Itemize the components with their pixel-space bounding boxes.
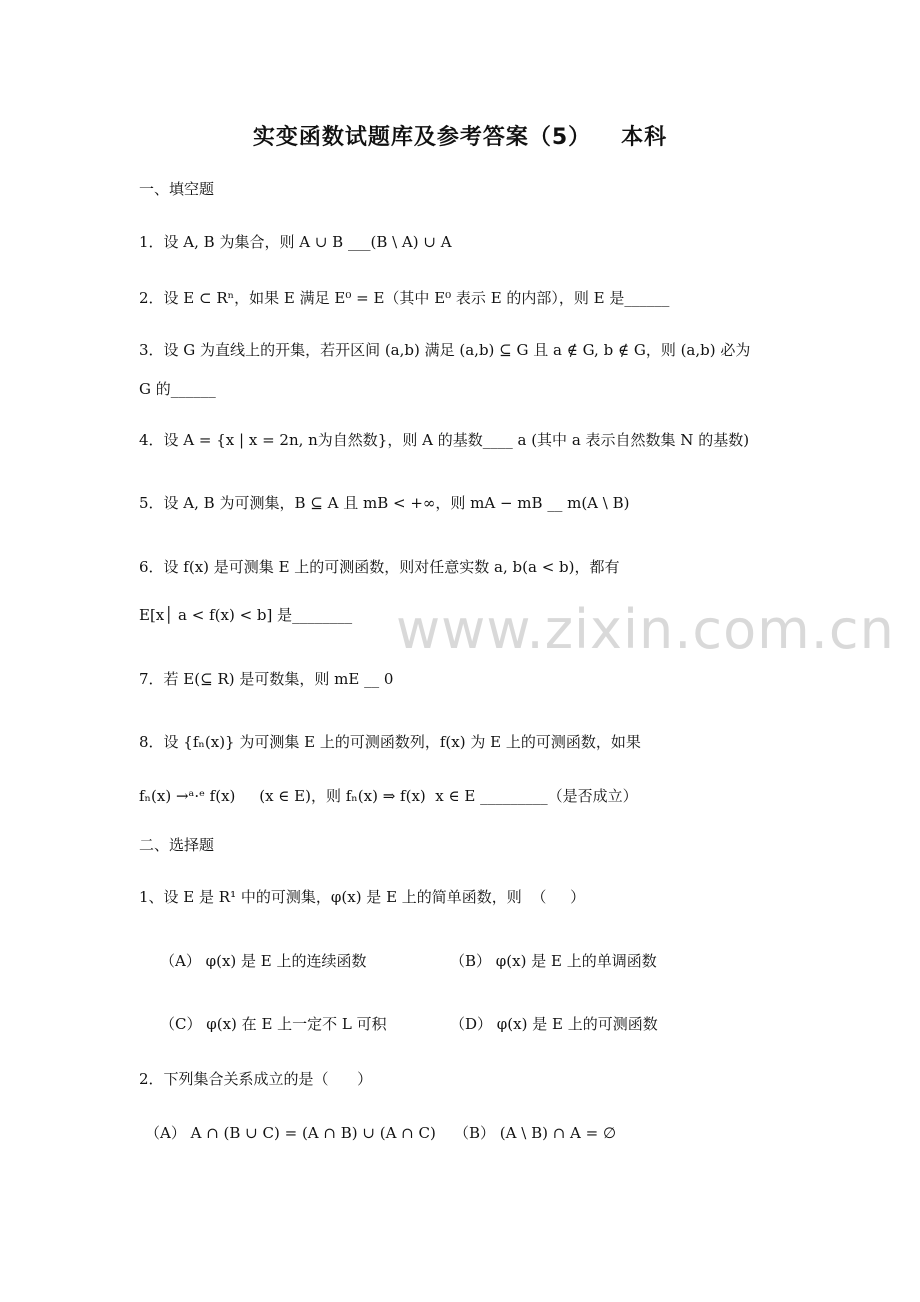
fill-question-4: 4．设 A = {x | x = 2n, n为自然数}，则 A 的基数____ a (其中 a 表示自然数集 N 的基数) (139, 431, 750, 449)
fill-question-2: 2．设 E ⊂ Rⁿ，如果 E 满足 E⁰ = E（其中 E⁰ 表示 E 的内部），则 E 是______ (139, 289, 670, 307)
choice-2-option-b: （B） (A \ B) ∩ A = ∅ (454, 1124, 617, 1142)
fill-question-8-line-1: 8．设 {fₙ(x)} 为可测集 E 上的可测函数列，f(x) 为 E 上的可测函数，如果 (139, 733, 641, 751)
fill-question-3-line-1: 3．设 G 为直线上的开集，若开区间 (a,b) 满足 (a,b) ⊆ G 且 a ∉ G, b ∉ G，则 (a,b) 必为 (139, 341, 751, 359)
watermark: www.zixin.com.cn (396, 598, 895, 661)
choice-1-option-a: （A） φ(x) 是 E 上的连续函数 (160, 952, 367, 970)
title-suffix: 本科 (621, 125, 668, 150)
choice-1-option-b: （B） φ(x) 是 E 上的单调函数 (450, 952, 657, 970)
fill-question-7: 7．若 E(⊆ R) 是可数集，则 mE __ 0 (139, 670, 394, 688)
title-main: 实变函数试题库及参考答案（5） (252, 125, 592, 150)
choice-question-1: 1、设 E 是 R¹ 中的可测集，φ(x) 是 E 上的简单函数，则 （ ） (139, 888, 586, 906)
fill-question-8-line-2: fₙ(x) →ᵃ·ᵉ f(x) (x ∈ E)，则 fₙ(x) ⇒ f(x) x ∈ E _________（是否成立） (139, 787, 638, 805)
choice-2-option-a: （A） A ∩ (B ∪ C) = (A ∩ B) ∪ (A ∩ C) (145, 1124, 436, 1142)
fill-question-1: 1．设 A, B 为集合，则 A ∪ B ___(B \ A) ∪ A (139, 233, 452, 251)
choice-1-option-d: （D） φ(x) 是 E 上的可测函数 (450, 1015, 658, 1033)
fill-question-3-line-2: G 的______ (139, 380, 216, 398)
page-title (0, 120, 920, 151)
choice-question-2: 2．下列集合关系成立的是（ ） (139, 1070, 373, 1088)
section-choice-heading: 二、选择题 (139, 836, 215, 854)
fill-question-6-line-2: E[x│ a < f(x) < b] 是________ (139, 606, 353, 624)
choice-1-option-c: （C） φ(x) 在 E 上一定不 L 可积 (160, 1015, 387, 1033)
fill-question-6-line-1: 6．设 f(x) 是可测集 E 上的可测函数，则对任意实数 a, b(a < b)，都有 (139, 558, 620, 576)
section-fill-heading: 一、填空题 (139, 180, 215, 198)
fill-question-5: 5．设 A, B 为可测集，B ⊆ A 且 mB < +∞，则 mA − mB __ m(A \ B) (139, 494, 630, 512)
